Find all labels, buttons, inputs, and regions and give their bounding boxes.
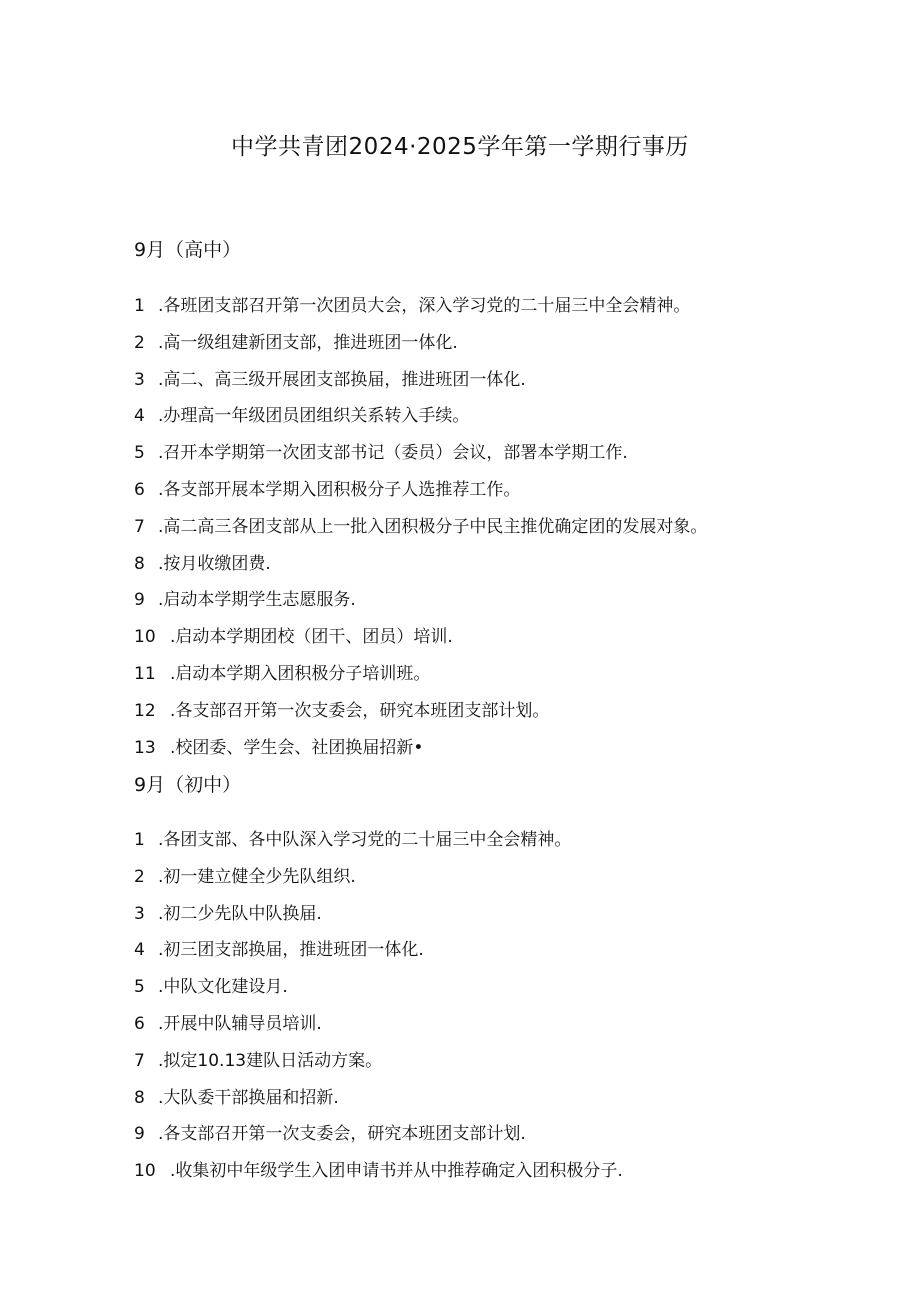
item-text: .各支部召开第一次支委会，研究本班团支部计划. bbox=[158, 1124, 526, 1145]
item-number: 4 bbox=[134, 940, 145, 961]
item-number: 11 bbox=[134, 663, 156, 684]
item-text: .启动本学期入团积极分子培训班。 bbox=[170, 663, 431, 684]
section-heading-junior-high: 9月（初中） bbox=[134, 774, 242, 796]
list-item bbox=[134, 582, 707, 619]
list-item bbox=[134, 896, 623, 933]
item-number: 3 bbox=[134, 369, 145, 390]
list-item bbox=[134, 969, 623, 1006]
list-item bbox=[134, 546, 707, 583]
item-number: 7 bbox=[134, 516, 145, 537]
item-text: .各支部开展本学期入团积极分子人选推荐工作。 bbox=[158, 479, 521, 500]
item-number: 10 bbox=[134, 1161, 156, 1182]
item-number: 5 bbox=[134, 443, 145, 464]
high-school-item-list bbox=[134, 288, 707, 766]
item-number: 6 bbox=[134, 479, 145, 500]
item-text: .按月收缴团费. bbox=[158, 553, 271, 574]
item-number: 3 bbox=[134, 903, 145, 924]
item-text: .校团委、学生会、社团换届招新• bbox=[170, 737, 424, 758]
item-text: .高二高三各团支部从上一批入团积极分子中民主推优确定团的发展对象。 bbox=[158, 516, 708, 537]
list-item bbox=[134, 435, 707, 472]
item-number: 8 bbox=[134, 1087, 145, 1108]
item-number: 4 bbox=[134, 406, 145, 427]
item-number: 1 bbox=[134, 830, 145, 850]
item-text: .各班团支部召开第一次团员大会，深入学习党的二十届三中全会精神。 bbox=[158, 296, 691, 316]
section-heading-high-school: 9月（高中） bbox=[134, 239, 242, 261]
list-item bbox=[134, 1043, 623, 1080]
item-number: 1 bbox=[134, 296, 145, 316]
item-text: .收集初中年级学生入团申请书并从中推荐确定入团积极分子. bbox=[170, 1161, 623, 1182]
item-text: .召开本学期第一次团支部书记（委员）会议，部署本学期工作. bbox=[158, 443, 628, 464]
item-number: 12 bbox=[134, 700, 156, 721]
list-item bbox=[134, 509, 707, 546]
list-item bbox=[134, 472, 707, 509]
item-text: .初三团支部换届，推进班团一体化. bbox=[158, 940, 424, 961]
item-text: .中队文化建设月. bbox=[158, 977, 288, 998]
item-number: 13 bbox=[134, 737, 156, 758]
item-text: .各支部召开第一次支委会，研究本班团支部计划。 bbox=[170, 700, 550, 721]
junior-high-item-list bbox=[134, 822, 623, 1190]
list-item bbox=[134, 730, 707, 767]
item-text: .启动本学期学生志愿服务. bbox=[158, 590, 356, 611]
list-item bbox=[134, 325, 707, 362]
item-number: 2 bbox=[134, 332, 145, 353]
item-number: 2 bbox=[134, 866, 145, 887]
list-item bbox=[134, 1080, 623, 1117]
item-number: 6 bbox=[134, 1013, 145, 1034]
item-text: .办理高一年级团员团组织关系转入手续。 bbox=[158, 406, 470, 427]
document-title: 中学共青团2024·2025学年第一学期行事历 bbox=[231, 134, 689, 160]
list-item bbox=[134, 822, 623, 859]
list-item bbox=[134, 859, 623, 896]
list-item bbox=[134, 656, 707, 693]
item-number: 5 bbox=[134, 977, 145, 998]
list-item bbox=[134, 1006, 623, 1043]
list-item bbox=[134, 362, 707, 399]
item-text: .高一级组建新团支部，推进班团一体化. bbox=[158, 332, 458, 353]
list-item bbox=[134, 1116, 623, 1153]
item-text: .大队委干部换届和招新. bbox=[158, 1087, 339, 1108]
list-item bbox=[134, 288, 707, 325]
item-number: 8 bbox=[134, 553, 145, 574]
item-number: 10 bbox=[134, 627, 156, 648]
item-number: 9 bbox=[134, 590, 145, 611]
list-item bbox=[134, 398, 707, 435]
item-text: .初一建立健全少先队组织. bbox=[158, 866, 356, 887]
item-text: .初二少先队中队换届. bbox=[158, 903, 322, 924]
item-text: .高二、高三级开展团支部换届，推进班团一体化. bbox=[158, 369, 526, 390]
list-item bbox=[134, 1153, 623, 1190]
item-text: .各团支部、各中队深入学习党的二十届三中全会精神。 bbox=[158, 830, 572, 850]
list-item bbox=[134, 619, 707, 656]
item-number: 7 bbox=[134, 1050, 145, 1071]
item-number: 9 bbox=[134, 1124, 145, 1145]
list-item bbox=[134, 693, 707, 730]
list-item bbox=[134, 932, 623, 969]
item-text: .拟定10.13建队日活动方案。 bbox=[158, 1050, 383, 1071]
item-text: .启动本学期团校（团干、团员）培训. bbox=[170, 627, 453, 648]
item-text: .开展中队辅导员培训. bbox=[158, 1013, 322, 1034]
